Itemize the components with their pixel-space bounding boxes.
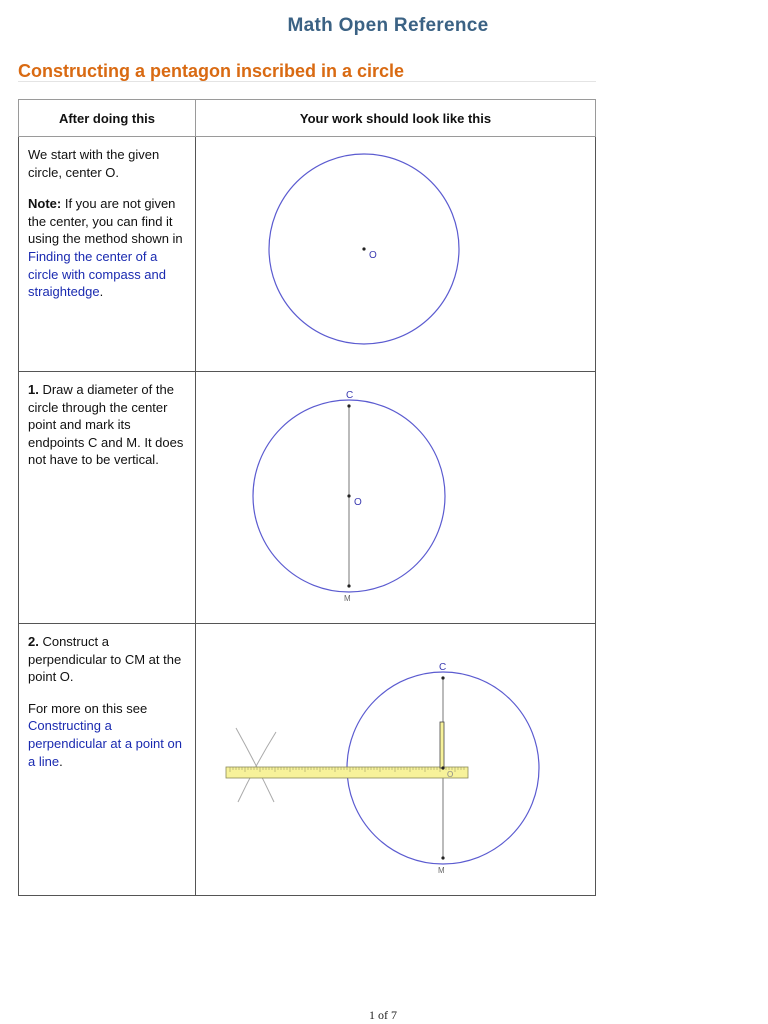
label-c: C (346, 390, 354, 401)
step-figure-cell (196, 624, 596, 896)
point-m (347, 584, 350, 587)
step-description-cell (19, 137, 196, 372)
site-title: Math Open Reference (287, 15, 489, 36)
step-number: 2. (28, 634, 39, 649)
column-header-action: After doing this (19, 100, 196, 137)
table-row (19, 624, 596, 896)
see-also-paragraph (28, 700, 187, 770)
step-figure-cell (196, 372, 596, 624)
step-number: 1. (28, 382, 39, 397)
note-label: Note: (28, 196, 62, 212)
label-o: O (447, 770, 454, 779)
table-row (19, 372, 596, 624)
diameter-figure (196, 372, 596, 623)
label-c: C (439, 662, 447, 673)
page-indicator: 1 of 7 (369, 1008, 397, 1022)
page-title-text: Constructing a pentagon inscribed in a circle (18, 61, 405, 81)
perpendicular-figure (196, 624, 596, 895)
center-point (347, 494, 350, 497)
point-c (347, 404, 350, 407)
note-text: If you are not given the center, you can find it using the method shown in (28, 196, 183, 247)
link-punctuation: . (59, 753, 63, 769)
center-label: O (369, 250, 377, 261)
step-text: Construct a perpendicular to CM at the point O. (28, 634, 182, 685)
label-m: M (344, 594, 351, 603)
compass-arc-1 (236, 728, 274, 802)
constructing-perpendicular-link[interactable]: Constructing a perpendicular at a point on a line (28, 718, 182, 769)
step-description-cell (19, 372, 196, 624)
point-c (441, 676, 444, 679)
step-text: Draw a diameter of the circle through the center point and mark its endpoints C and M. It does not have to be vertical. (28, 382, 184, 468)
label-o: O (354, 497, 362, 508)
note-paragraph (28, 195, 187, 301)
table-header-row (19, 100, 596, 137)
center-point (441, 766, 444, 769)
ruler (226, 767, 468, 778)
table-row (19, 137, 596, 372)
step-figure-cell (196, 137, 596, 372)
center-point (362, 247, 365, 250)
finding-center-link[interactable]: Finding the center of a circle with compass and straightedge (28, 248, 166, 300)
step-paragraph (28, 633, 187, 686)
point-m (441, 856, 444, 859)
perpendicular-marker (440, 722, 444, 768)
page-title (18, 60, 596, 82)
column-header-result: Your work should look like this (196, 100, 596, 137)
step-text: We start with the given circle, center O. (28, 147, 160, 180)
label-m: M (438, 866, 445, 875)
see-also-text: For more on this see (28, 700, 148, 716)
construction-steps-table (18, 99, 596, 896)
given-circle-figure (196, 137, 596, 371)
step-paragraph (28, 381, 187, 469)
link-punctuation: . (99, 284, 104, 300)
step-description-cell (19, 624, 196, 896)
